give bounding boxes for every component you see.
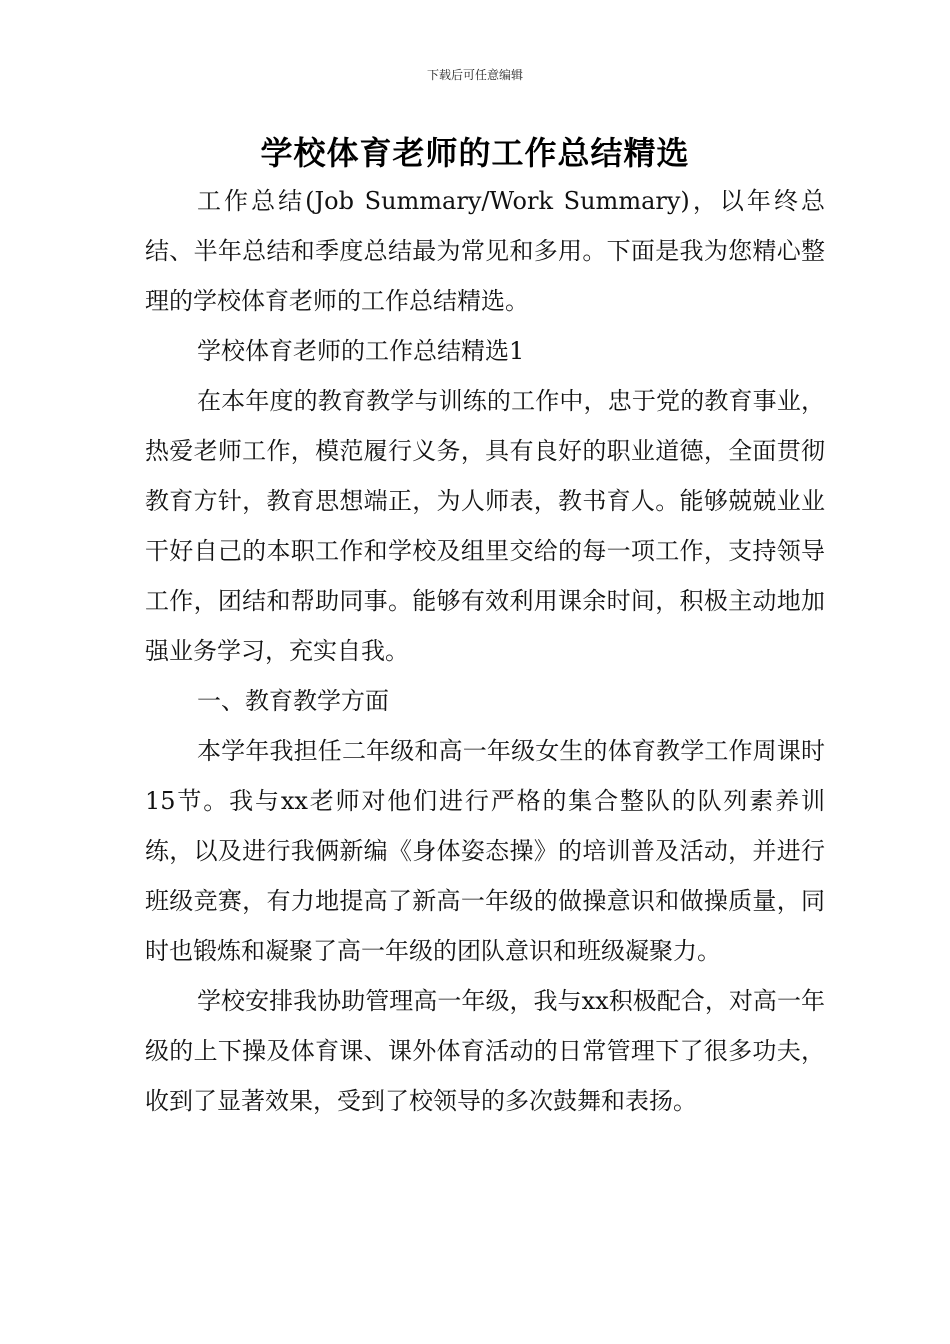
intro-paragraph: 工作总结(Job Summary/Work Summary)，以年终总结、半年总结和季度总结最为常见和多用。下面是我为您精心整理的学校体育老师的工作总结精选。 xyxy=(145,187,825,315)
section-heading: 学校体育老师的工作总结精选1 xyxy=(197,337,525,365)
document-body xyxy=(145,176,825,1126)
body-paragraph: 在本年度的教育教学与训练的工作中，忠于党的教育事业，热爱老师工作，模范履行义务，具有良好的职业道德，全面贯彻教育方针，教育思想端正，为人师表，教书育人。能够兢兢业业干好自己的本职工作和学校及组里交给的每一项工作，支持领导工作，团结和帮助同事。能够有效利用课余时间，积极主动地加强业务学习，充实自我。 xyxy=(145,387,825,665)
subsection-heading: 一、教育教学方面 xyxy=(197,687,389,715)
body-paragraph: 学校安排我协助管理高一年级，我与xx积极配合，对高一年级的上下操及体育课、课外体育活动的日常管理下了很多功夫，收到了显著效果，受到了校领导的多次鼓舞和表扬。 xyxy=(145,987,825,1115)
document-title: 学校体育老师的工作总结精选 xyxy=(260,134,690,172)
header-note: 下载后可任意编辑 xyxy=(426,68,523,82)
body-paragraph: 本学年我担任二年级和高一年级女生的体育教学工作周课时15节。我与xx老师对他们进行严格的集合整队的队列素养训练，以及进行我俩新编《身体姿态操》的培训普及活动，并进行班级竞赛，有力地提高了新高一年级的做操意识和做操质量，同时也锻炼和凝聚了高一年级的团队意识和班级凝聚力。 xyxy=(145,737,825,965)
